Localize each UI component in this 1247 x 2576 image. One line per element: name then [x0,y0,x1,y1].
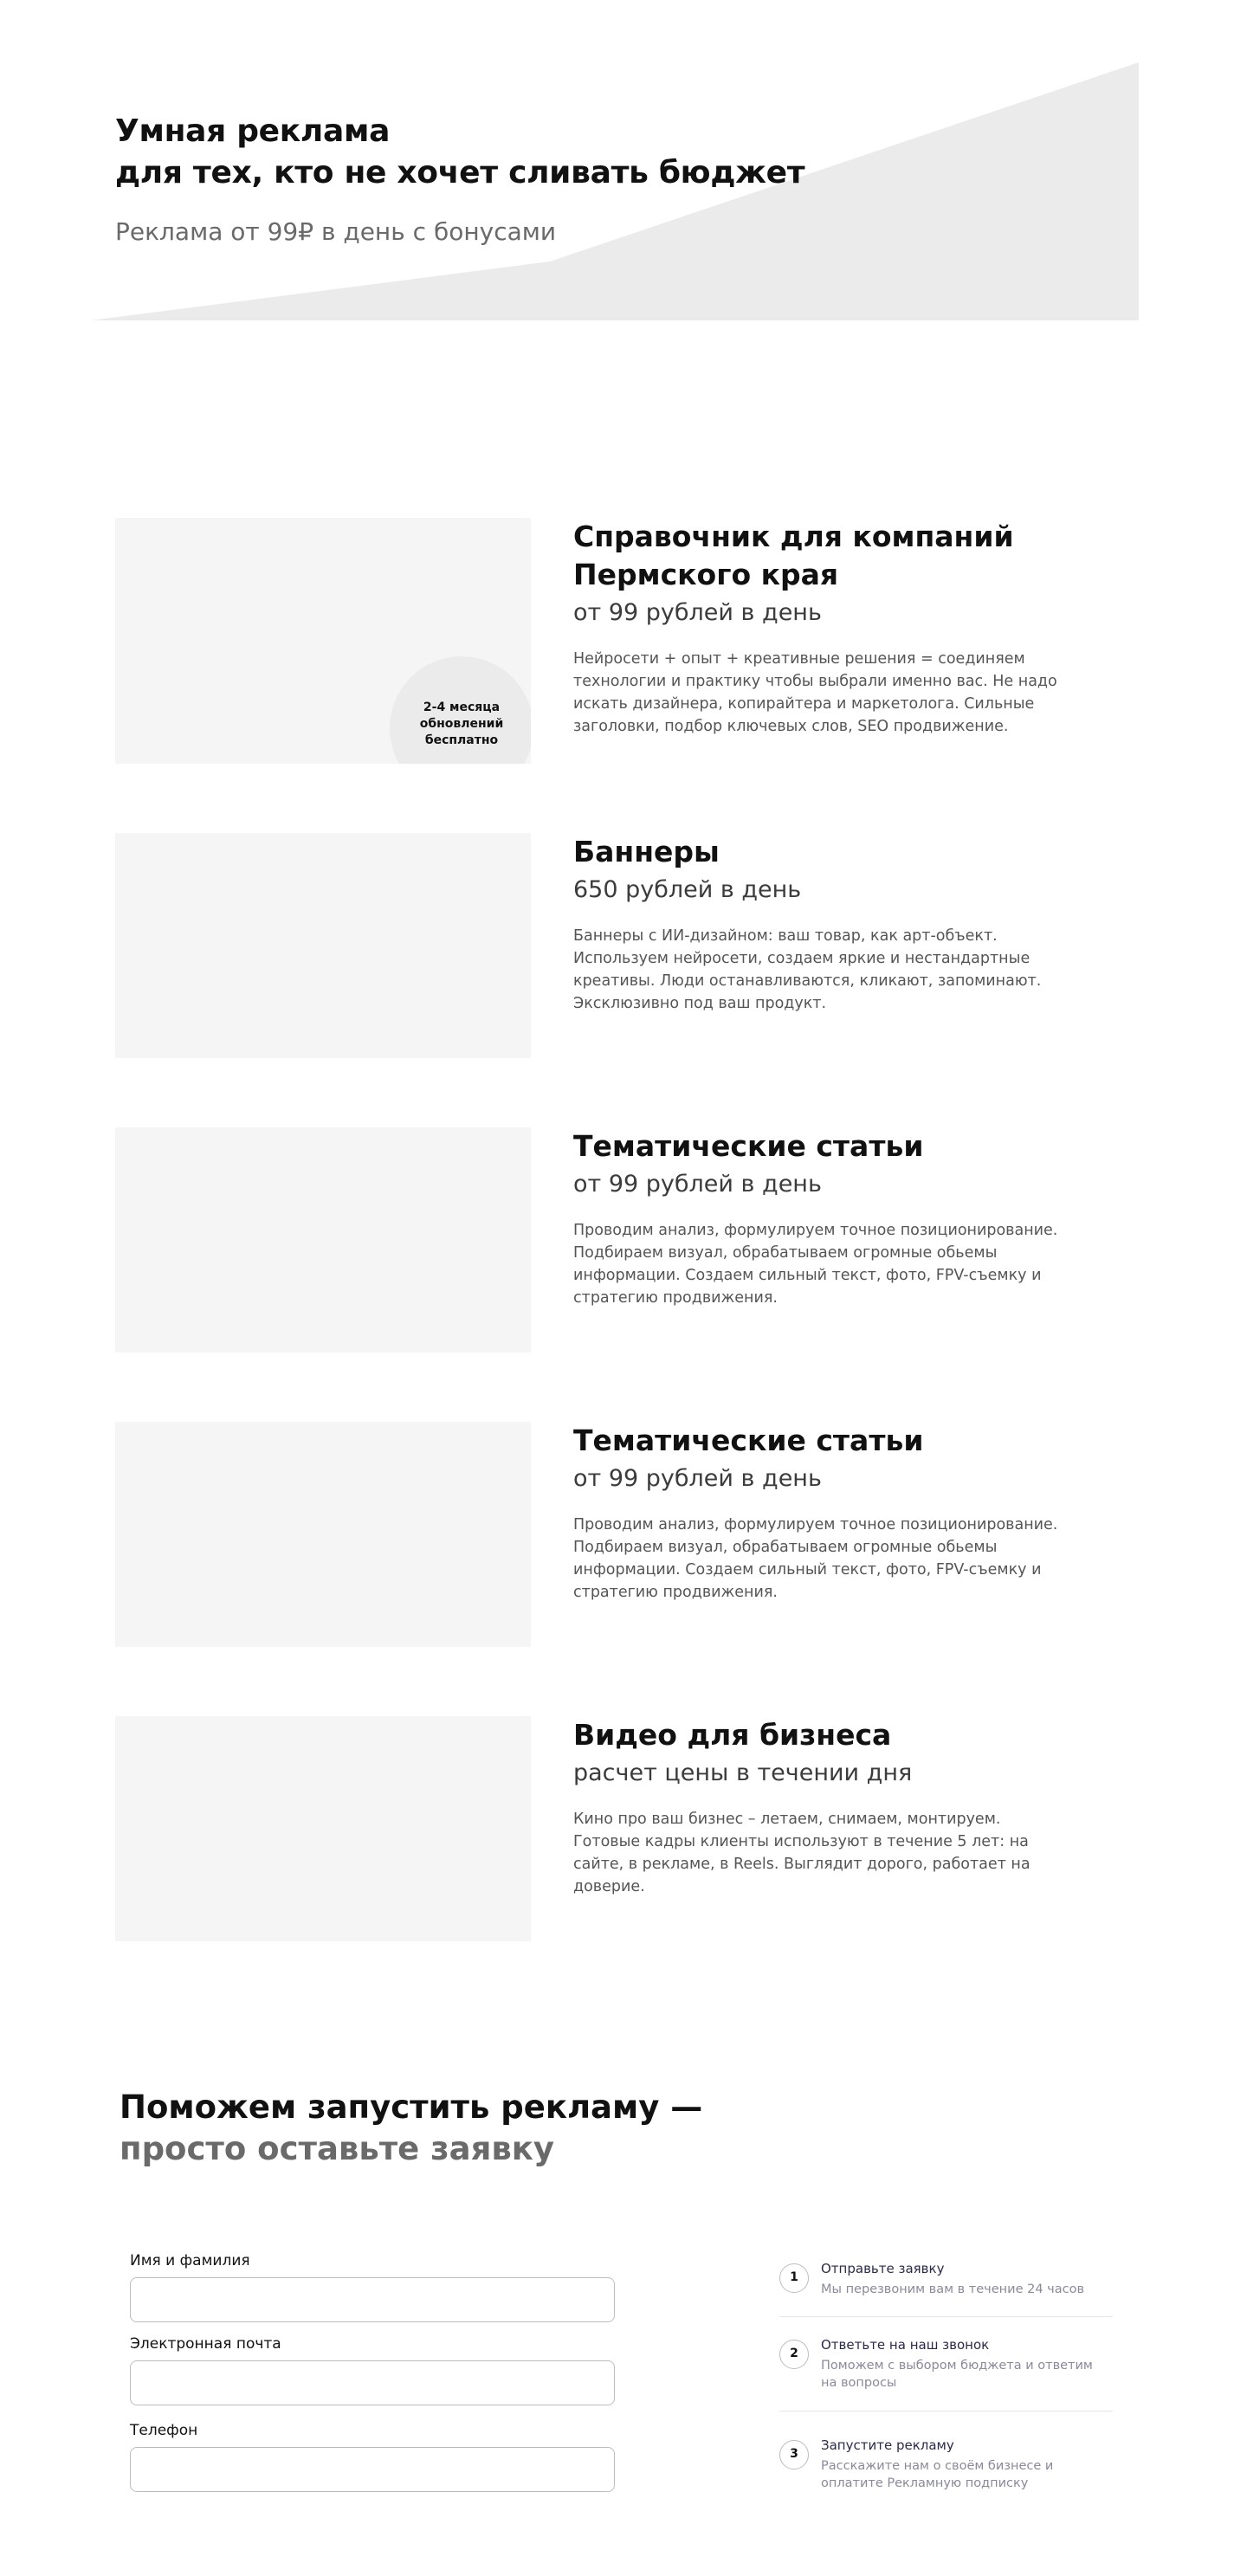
service-price: расчет цены в течении дня [573,1759,913,1786]
hero-title-line2: для тех, кто не хочет сливать бюджет [115,155,805,190]
service-description: Нейросети + опыт + креативные решения = соединяем технологии и практику чтобы выбрали именно вас. Не надо искать дизайнера, копирайтера и маркетолога. Сильные заголовки, подбор ключевых слов, SEO продвижение. [573,650,1057,735]
step-divider [779,2316,1113,2317]
service-title: Тематические статьи [573,1129,924,1163]
step-title: Запустите рекламу [821,2437,954,2453]
service-price: от 99 рублей в день [573,1171,822,1198]
step-number-badge: 1 [779,2263,809,2293]
step-description: Мы перезвоним вам в течение 24 часов [821,2282,1084,2296]
service-text [573,833,1058,1015]
service-price: 650 рублей в день [573,876,802,903]
hero-subtitle: Реклама от 99₽ в день с бонусами [115,217,557,246]
name-input[interactable] [130,2277,615,2322]
email-label: Электронная почта [130,2335,281,2353]
service-description: Баннеры с ИИ-дизайном: ваш товар, как арт-объект. Используем нейросети, создаем яркие и нестандартные креативы. Люди останавливаются, кликают, запоминают. Эксклюзивно под ваш продукт. [573,927,1042,1012]
service-text [573,1127,1058,1309]
phone-field-group [130,2421,615,2492]
step-number-badge: 3 [779,2440,809,2469]
service-title: Тематические статьи [573,1424,924,1457]
phone-label: Телефон [130,2422,198,2439]
name-label: Имя и фамилия [130,2252,250,2269]
service-image-placeholder [115,1127,531,1353]
service-text [573,1422,1058,1604]
email-field-group [130,2334,615,2405]
step-number-badge: 2 [779,2340,809,2369]
cta-title-line2: просто оставьте заявку [120,2130,555,2167]
hero-section [0,0,1247,329]
step-title: Ответьте на наш звонок [821,2337,990,2353]
service-text [573,1716,1058,1898]
service-image-placeholder [115,518,531,764]
service-description: Проводим анализ, формулируем точное позиционирование. Подбираем визуал, обрабатываем огромные обьемы информации. Создаем сильный текст, фото, FPV-съемку и стратегию продвижения. [573,1516,1058,1601]
email-input[interactable] [130,2360,615,2405]
hero-title [115,111,804,194]
service-title: Баннеры [573,835,720,868]
service-text [573,518,1058,738]
service-image-placeholder [115,1422,531,1647]
cta-title [120,2087,702,2170]
phone-input[interactable] [130,2447,615,2492]
name-field-group [130,2251,615,2322]
cta-title-line1: Поможем запустить рекламу — [120,2089,703,2126]
service-title: Видео для бизнеса [573,1718,892,1752]
step-description: Расскажите нам о своём бизнесе и оплатите Рекламную подписку [821,2459,1054,2490]
service-description: Кино про ваш бизнес – летаем, снимаем, монтируем. Готовые кадры клиенты используют в течение 5 лет: на сайте, в рекламе, в Reels. Выглядит дорого, работает на доверие. [573,1811,1031,1895]
service-price: от 99 рублей в день [573,599,822,626]
hero-title-line1: Умная реклама [115,113,391,149]
service-image-placeholder [115,1716,531,1941]
service-image-placeholder [115,833,531,1058]
service-description: Проводим анализ, формулируем точное позиционирование. Подбираем визуал, обрабатываем огромные обьемы информации. Создаем сильный текст, фото, FPV-съемку и стратегию продвижения. [573,1222,1058,1307]
step-description: Поможем с выбором бюджета и ответим на вопросы [821,2359,1093,2390]
service-price: от 99 рублей в день [573,1465,822,1492]
step-title: Отправьте заявку [821,2261,945,2276]
free-updates-badge: 2-4 месяца обновлений бесплатно [390,656,531,764]
service-title: Справочник для компаний Пермского края [573,520,1014,591]
